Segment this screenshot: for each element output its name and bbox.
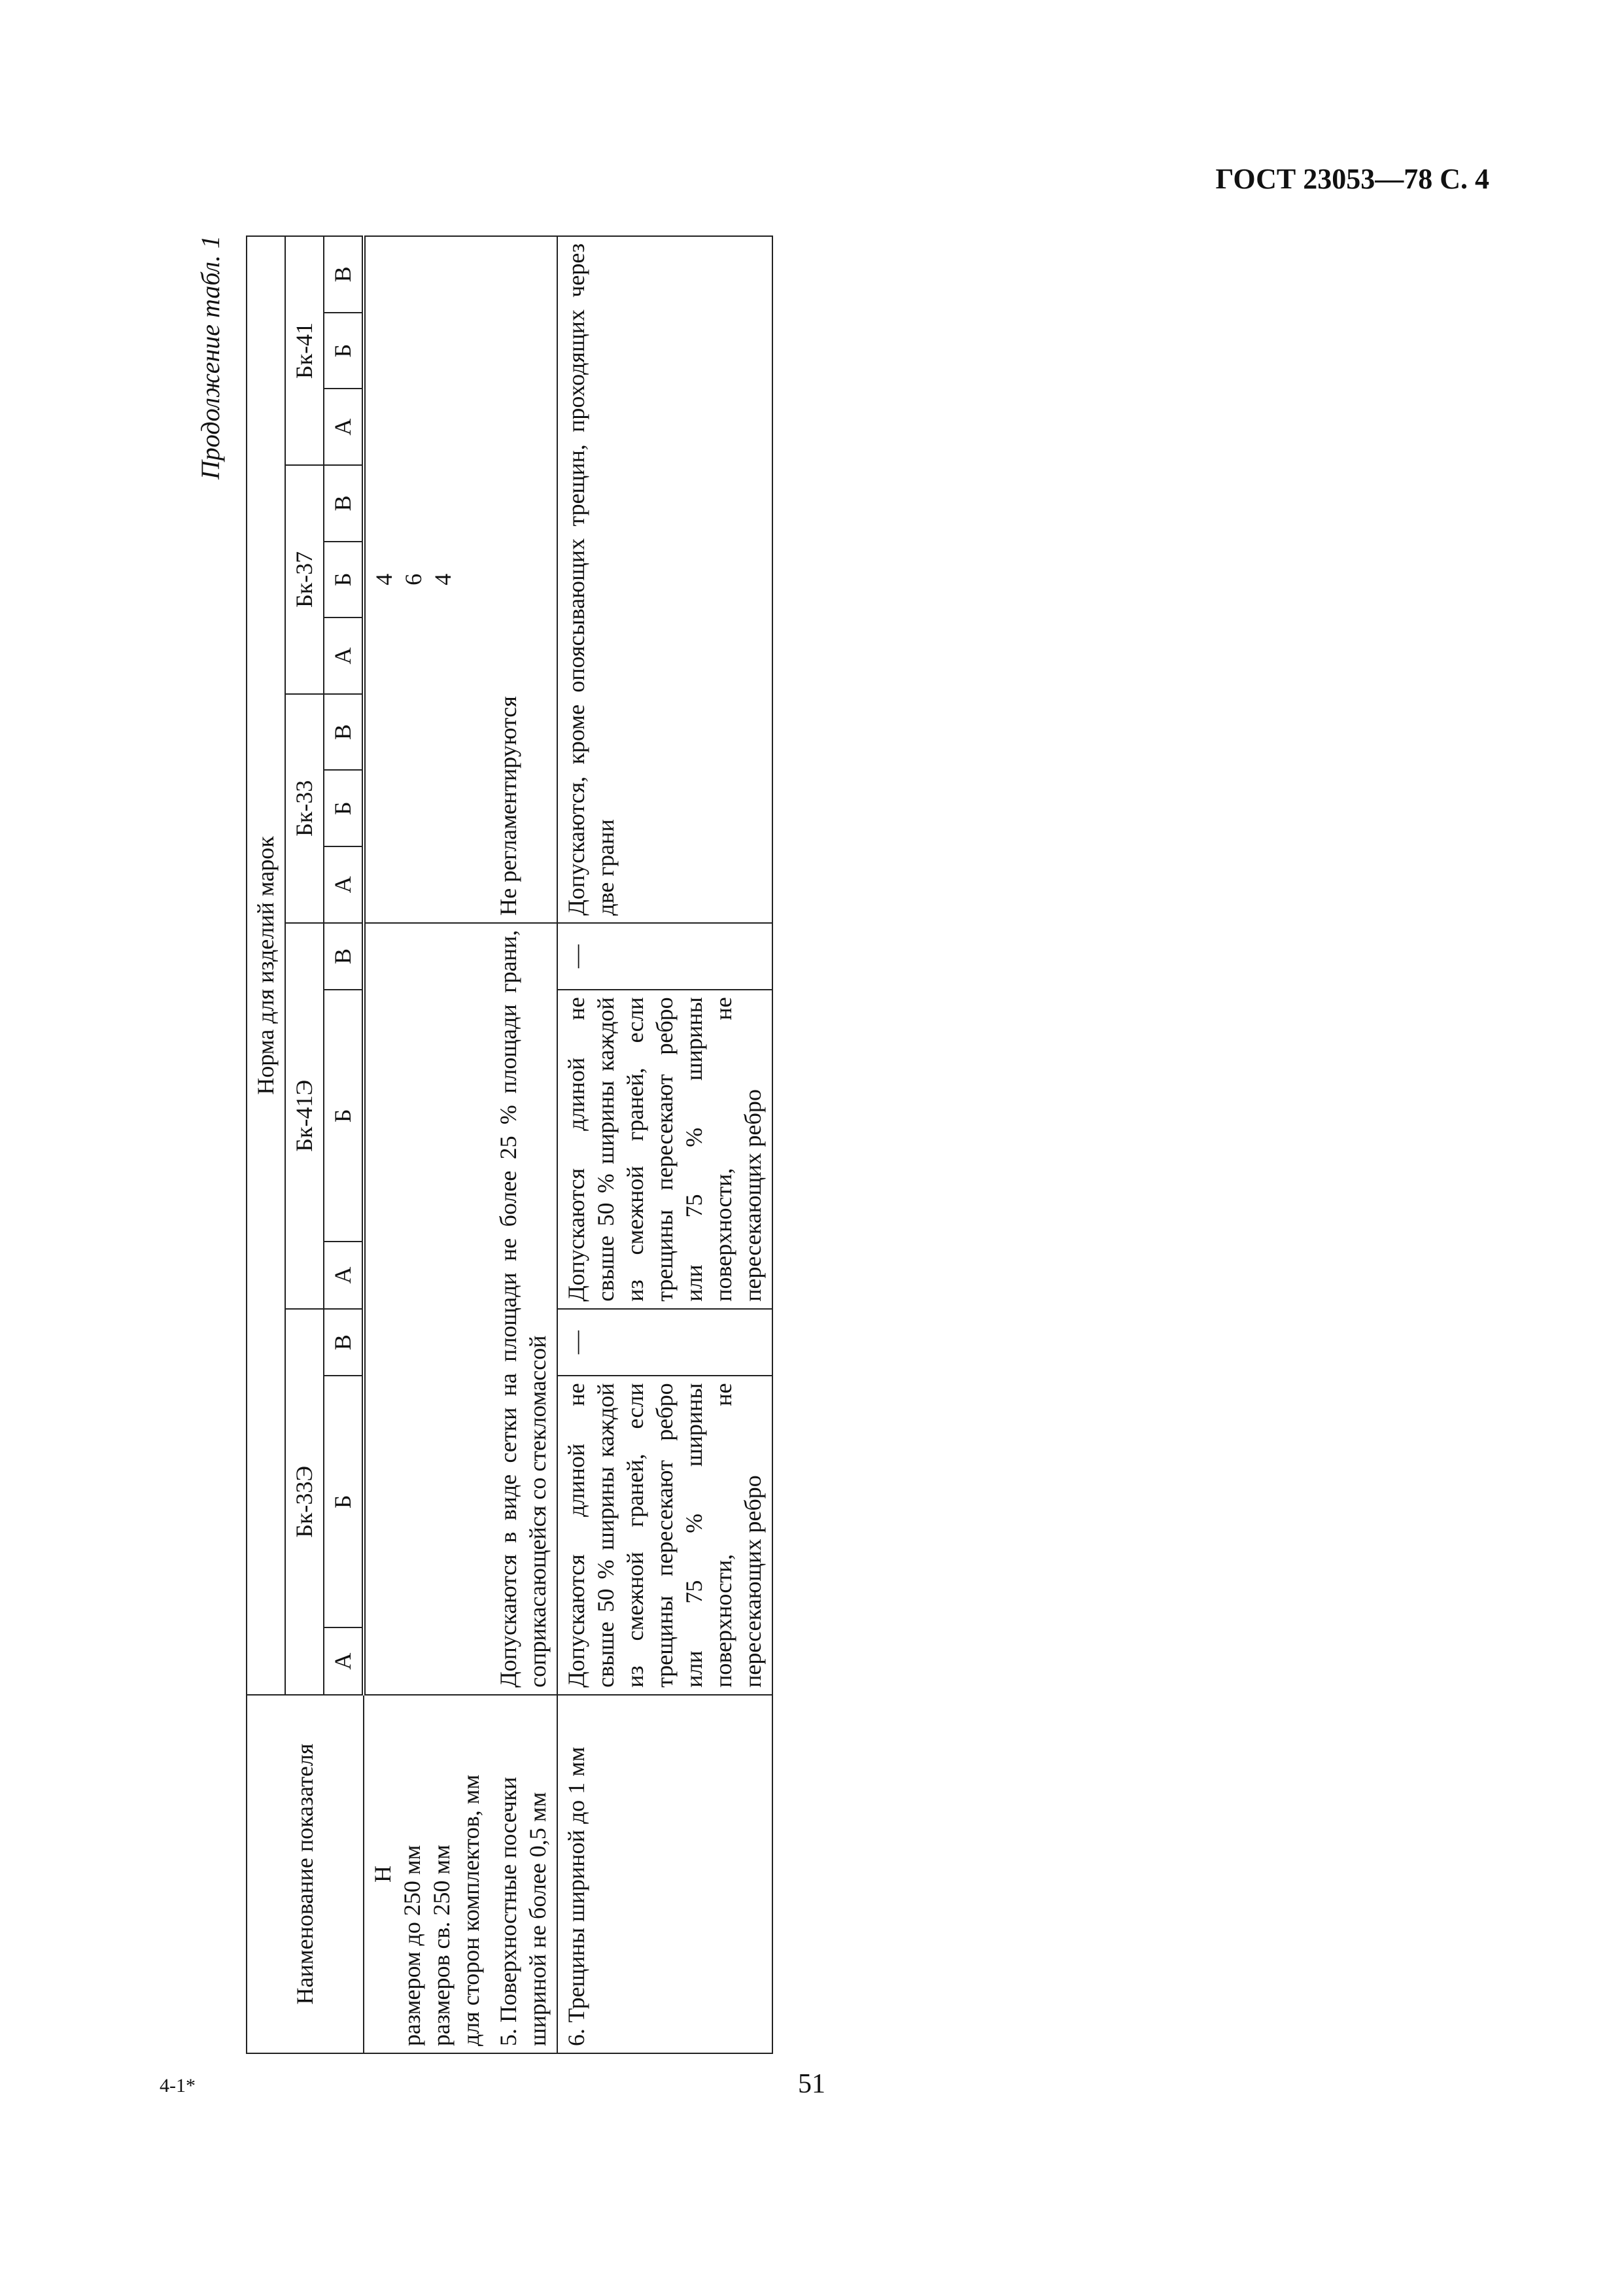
row6-label: 6. Трещины шириной до 1 мм: [557, 1695, 772, 2053]
row-h-label: Н: [370, 1865, 396, 1883]
sheet-mark: 4-1*: [160, 2075, 196, 2096]
norms-table: [246, 235, 773, 2054]
grade-v: В: [324, 236, 364, 313]
rotated-table-region: [183, 196, 1491, 2080]
rotated-table-canvas: [183, 196, 1491, 2080]
page-number: 51: [798, 2069, 825, 2099]
grade-a: А: [324, 1242, 364, 1309]
grade-v: В: [324, 923, 364, 990]
row5-bk-e-value: Допускаются в виде сетки на площади не более 25 % площади грани, соприкасающейся со стекломассой: [490, 923, 557, 1695]
header-row-1: [247, 236, 285, 2053]
row-h-value-1: 4: [371, 573, 397, 585]
grade-a: А: [324, 1627, 364, 1695]
brand-bk33e: Бк-33Э: [285, 1309, 324, 1695]
row-h-value-3: 4: [430, 573, 456, 585]
grade-v: В: [324, 694, 364, 771]
document-code: ГОСТ 23053—78 С. 4: [1215, 163, 1489, 195]
row-h-bk-e-cell: [364, 923, 490, 1695]
row-h-values-cell: [364, 236, 490, 923]
row5-bk-value: Не регламентируются: [490, 236, 557, 923]
row-h-label-cell: [364, 1695, 490, 2053]
row-h-line-3: для сторон комплектов, мм: [458, 1774, 484, 2046]
brand-bk33: Бк-33: [285, 694, 324, 923]
row6-bk41e-v-value: —: [557, 923, 772, 990]
row6-bk33e-value: Допускаются длиной не свыше 50 % ширины каждой из смежной граней, если трещины пересекают ребро или 75 % ширины поверхности, не пересекающих ребро: [557, 1376, 772, 1694]
table-row-h: [364, 236, 490, 2053]
grade-a: А: [324, 846, 364, 923]
row-h-line-2: размеров св. 250 мм: [428, 1845, 455, 2046]
brand-bk37: Бк-37: [285, 465, 324, 694]
grade-a: А: [324, 389, 364, 465]
col-indicator-name: Наименование показателя: [247, 1695, 364, 2053]
row5-label: 5. Поверхностные посечки шириной не более 0,5 мм: [490, 1695, 557, 2053]
table-continued-label: Продолжение табл. 1: [196, 235, 225, 480]
row6-bk-value: Допускаются, кроме опоясывающих трещин, проходящих через две грани: [557, 236, 772, 923]
table-row-5: [490, 236, 557, 2053]
row-h-line-1: размером до 250 мм: [399, 1845, 425, 2046]
grade-b: Б: [324, 1376, 364, 1627]
brand-bk41e: Бк-41Э: [285, 923, 324, 1309]
row6-bk33e-v-value: —: [557, 1309, 772, 1376]
grade-v: В: [324, 465, 364, 542]
grade-v: В: [324, 1309, 364, 1376]
norm-header: Норма для изделий марок: [247, 236, 285, 1695]
row6-bk41e-value: Допускаются длиной не свыше 50 % ширины каждой из смежной граней, если трещины пересекают ребро или 75 % ширины поверхности, не пересекающих ребро: [557, 990, 772, 1308]
grade-b: Б: [324, 542, 364, 618]
brand-bk41: Бк-41: [285, 236, 324, 465]
table-row-6: [557, 236, 772, 2053]
grade-a: А: [324, 617, 364, 694]
grade-b: Б: [324, 313, 364, 389]
row-h-value-2: 6: [400, 573, 426, 585]
grade-b: Б: [324, 990, 364, 1242]
grade-b: Б: [324, 770, 364, 846]
